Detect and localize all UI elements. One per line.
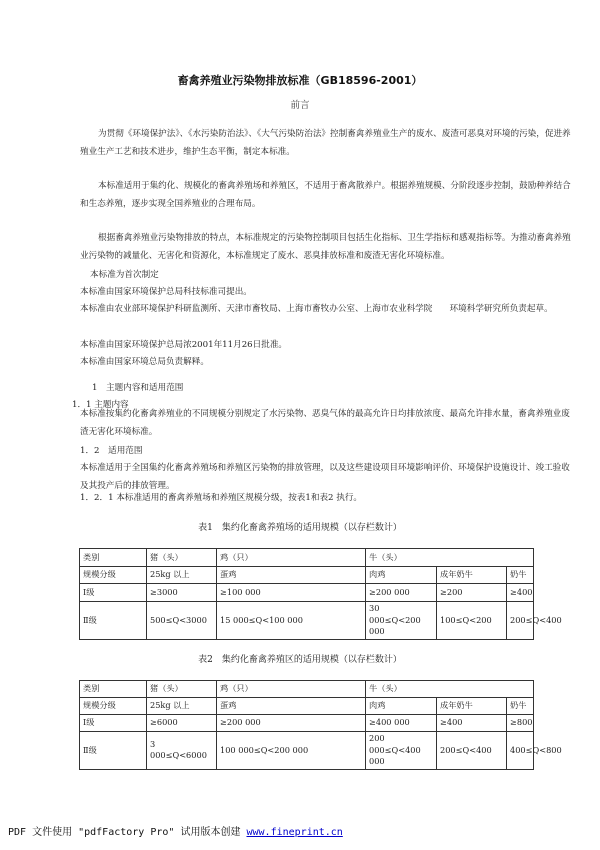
footer-text: PDF 文件使用 "pdfFactory Pro" 试用版本创建 [8,827,247,838]
footer-link[interactable]: www.fineprint.cn [246,827,343,838]
table-cell: ≥200 [437,584,507,602]
note-3: 本标准由农业部环境保护科研监测所、天津市畜牧局、上海市畜牧办公室、上海市农业科学院 环境科学研究所负责起草。 [80,304,553,314]
table-cell: ≥200 000 [217,715,366,732]
pdf-footer [8,823,343,838]
table-cell: ≥400 000 [366,715,437,732]
table-row [80,549,534,567]
table-cell: 15 000≤Q<100 000 [217,602,366,640]
table-cell: ≥6000 [147,715,217,732]
section-1-2-text: 本标准适用于全国集约化畜禽养殖场和养殖区污染物的排放管理，以及这些建设项目环境影响评价、环境保护设施设计、竣工验收及其投产后的排放管理。 [80,463,570,491]
note-1: 本标准为首次制定 [90,270,159,280]
table-cell: 成年奶牛 [437,698,507,715]
table-row [80,732,534,770]
table-cell: 200≤Q<400 [507,602,534,640]
section-1-2-heading: 1．2 适用范围 [80,446,143,456]
table-cell: Ⅱ级 [80,732,147,770]
table-cell: ≥100 000 [217,584,366,602]
table-2-caption: 表2 集约化畜禽养殖区的适用规模（以存栏数计） [198,655,402,665]
table-cell: 牛（头） [366,681,534,698]
table-cell: 400≤Q<800 [507,732,534,770]
table-cell: ≥200 000 [366,584,437,602]
table-cell: 猪（头） [147,681,217,698]
paragraph-2: 本标准适用于集约化、规模化的畜禽养殖场和养殖区，不适用于畜禽散养户。根据养殖规模、分阶段逐步控制，鼓励种养结合和生态养殖，逐步实现全国养殖业的合理布局。 [80,181,571,209]
table-cell: 500≤Q<3000 [147,602,217,640]
table-cell: 3 000≤Q<6000 [147,732,217,770]
table-cell: 200≤Q<400 [437,732,507,770]
table-cell: 奶牛 [507,698,534,715]
note-5: 本标准由国家环境总局负责解释。 [80,357,209,367]
table-row [80,681,534,698]
table-cell: ≥400 [437,715,507,732]
paragraph-1: 为贯彻《环境保护法》、《水污染防治法》、《大气污染防治法》控制畜禽养殖业生产的废水、废渣可恶臭对环境的污染，促进养殖业生产工艺和技术进步，维护生态平衡，制定本标准。 [80,129,571,157]
note-2: 本标准由国家环境保护总局科技标准司提出。 [80,287,252,297]
table-cell: 成年奶牛 [437,567,507,584]
section-1-2-1-text: 1．2．1 本标准适用的畜禽养殖场和养殖区规模分级，按表1和表2 执行。 [80,493,363,503]
table-cell: 鸡（只） [217,549,366,567]
section-1-1-text: 本标准按集约化畜禽养殖业的不同规模分别规定了水污染物、恶臭气体的最高允许日均排放浓度、最高允许排水量，畜禽养殖业废渣无害化环境标准。 [80,409,570,437]
table-cell: 类别 [80,549,147,567]
document-title: 畜禽养殖业污染物排放标准（GB18596-2001） [177,74,423,87]
table-cell: ≥800 [507,715,534,732]
table-cell: 肉鸡 [366,567,437,584]
table-cell: 蛋鸡 [217,567,366,584]
table-cell: 100≤Q<200 [437,602,507,640]
section-1-heading: 1 主题内容和适用范围 [92,383,184,393]
document-subtitle: 前言 [290,100,310,111]
table-cell: 猪（头） [147,549,217,567]
table-2 [79,680,562,770]
table-1 [79,548,562,640]
table-cell: ≥3000 [147,584,217,602]
table-row [80,584,534,602]
table-row [80,698,534,715]
table-cell: Ⅱ级 [80,602,147,640]
table-cell: 规模分级 [80,567,147,584]
table-1-caption: 表1 集约化畜禽养殖场的适用规模（以存栏数计） [198,523,402,533]
table-cell: 肉鸡 [366,698,437,715]
table-cell: 鸡（只） [217,681,366,698]
table-cell: 30 000≤Q<200 000 [366,602,437,640]
table-cell: 牛（头） [366,549,534,567]
table-row [80,715,534,732]
table-cell: 蛋鸡 [217,698,366,715]
paragraph-3: 根据畜禽养殖业污染物排放的特点，本标准规定的污染物控制项目包括生化指标、卫生学指标和感观指标等。为推动畜禽养殖业污染物的减量化、无害化和资源化，本标准规定了废水、恶臭排放标准和废渣无害化环境标准。 [80,233,571,261]
table-cell: 25kg 以上 [147,567,217,584]
table-row [80,567,534,584]
section-1-1-heading: 1．1 主题内容 [72,400,129,410]
table-cell: 类别 [80,681,147,698]
table-cell: 规模分级 [80,698,147,715]
table-cell: ≥400 [507,584,534,602]
note-4: 本标准由国家环境保护总局浓2001年11月26日批准。 [80,340,288,350]
table-cell: 200 000≤Q<400 000 [366,732,437,770]
table-cell: 奶牛 [507,567,534,584]
table-cell: 100 000≤Q<200 000 [217,732,366,770]
table-cell: 25kg 以上 [147,698,217,715]
table-cell: Ⅰ级 [80,715,147,732]
table-row [80,602,534,640]
table-cell: Ⅰ级 [80,584,147,602]
